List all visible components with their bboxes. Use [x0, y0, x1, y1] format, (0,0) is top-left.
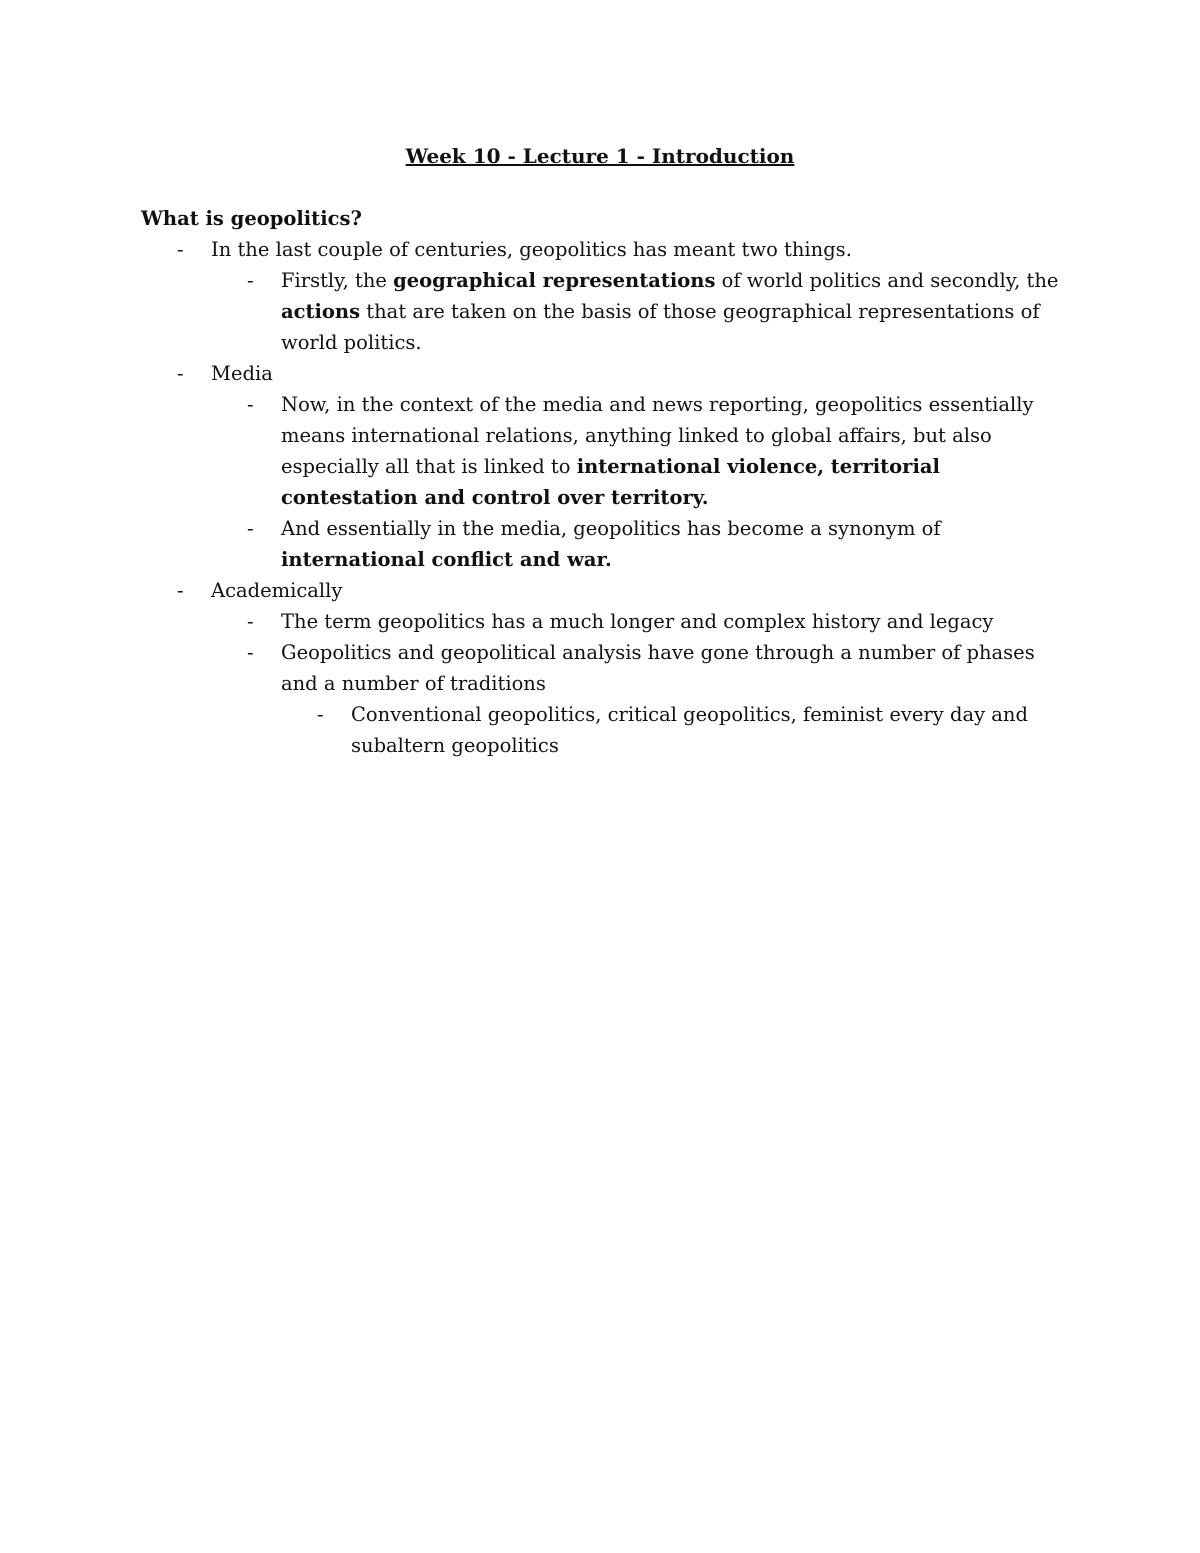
list-item-text: Media: [211, 362, 273, 385]
section-heading: What is geopolitics?: [141, 207, 362, 230]
bold-text: geographical representations: [393, 269, 716, 292]
list-item-text: Conventional geopolitics, critical geopolitics, feminist every day and subaltern geopolitics: [351, 703, 1028, 757]
page-title: Week 10 - Lecture 1 - Introduction: [405, 144, 795, 168]
list-item-text: In the last couple of centuries, geopolitics has meant two things.: [211, 238, 852, 261]
list-item: [141, 575, 1071, 761]
list-item: [141, 234, 1071, 358]
dash-bullet: -: [247, 610, 254, 633]
bold-text: actions: [281, 300, 361, 323]
list-item-text: Geopolitics and geopolitical analysis have gone through a number of phases and a number of traditions: [281, 641, 1035, 695]
dash-bullet: -: [317, 703, 324, 726]
text-run: Firstly, the: [281, 269, 394, 292]
sub-list: [211, 389, 1071, 575]
sub-list: [211, 265, 1071, 358]
dash-bullet: -: [247, 641, 254, 664]
text-run: of world politics and secondly, the: [715, 269, 1059, 292]
text-run: Now, in the context of the media and news reporting, geopolitics essentially means international relations, anything linked to global affairs, but also especially all that is linked to: [281, 393, 1034, 478]
dash-bullet: -: [247, 393, 254, 416]
dash-bullet: -: [247, 517, 254, 540]
dash-bullet: -: [177, 238, 184, 261]
sub-sub-list-item: [281, 699, 1071, 761]
sub-list-item: [211, 513, 1071, 575]
sub-list-item: [211, 389, 1071, 513]
document-body: [141, 203, 1071, 761]
text-run: And essentially in the media, geopolitics has become a synonym of: [281, 517, 941, 540]
sub-list-item: [211, 606, 1071, 637]
dash-bullet: -: [177, 579, 184, 602]
list-item: [141, 358, 1071, 575]
bold-text: international conflict and war.: [281, 548, 612, 571]
sub-list-item: [211, 265, 1071, 358]
bullet-list: [141, 234, 1071, 761]
bold-text: international violence, territorial contestation and control over territory.: [281, 455, 940, 509]
list-item-text: Academically: [211, 579, 343, 602]
list-item-text: The term geopolitics has a much longer and complex history and legacy: [281, 610, 994, 633]
dash-bullet: -: [247, 269, 254, 292]
sub-list-item: [211, 637, 1071, 761]
dash-bullet: -: [177, 362, 184, 385]
sub-list: [211, 606, 1071, 761]
sub-sub-list: [281, 699, 1071, 761]
text-run: that are taken on the basis of those geographical representations of world politics.: [281, 300, 1040, 354]
